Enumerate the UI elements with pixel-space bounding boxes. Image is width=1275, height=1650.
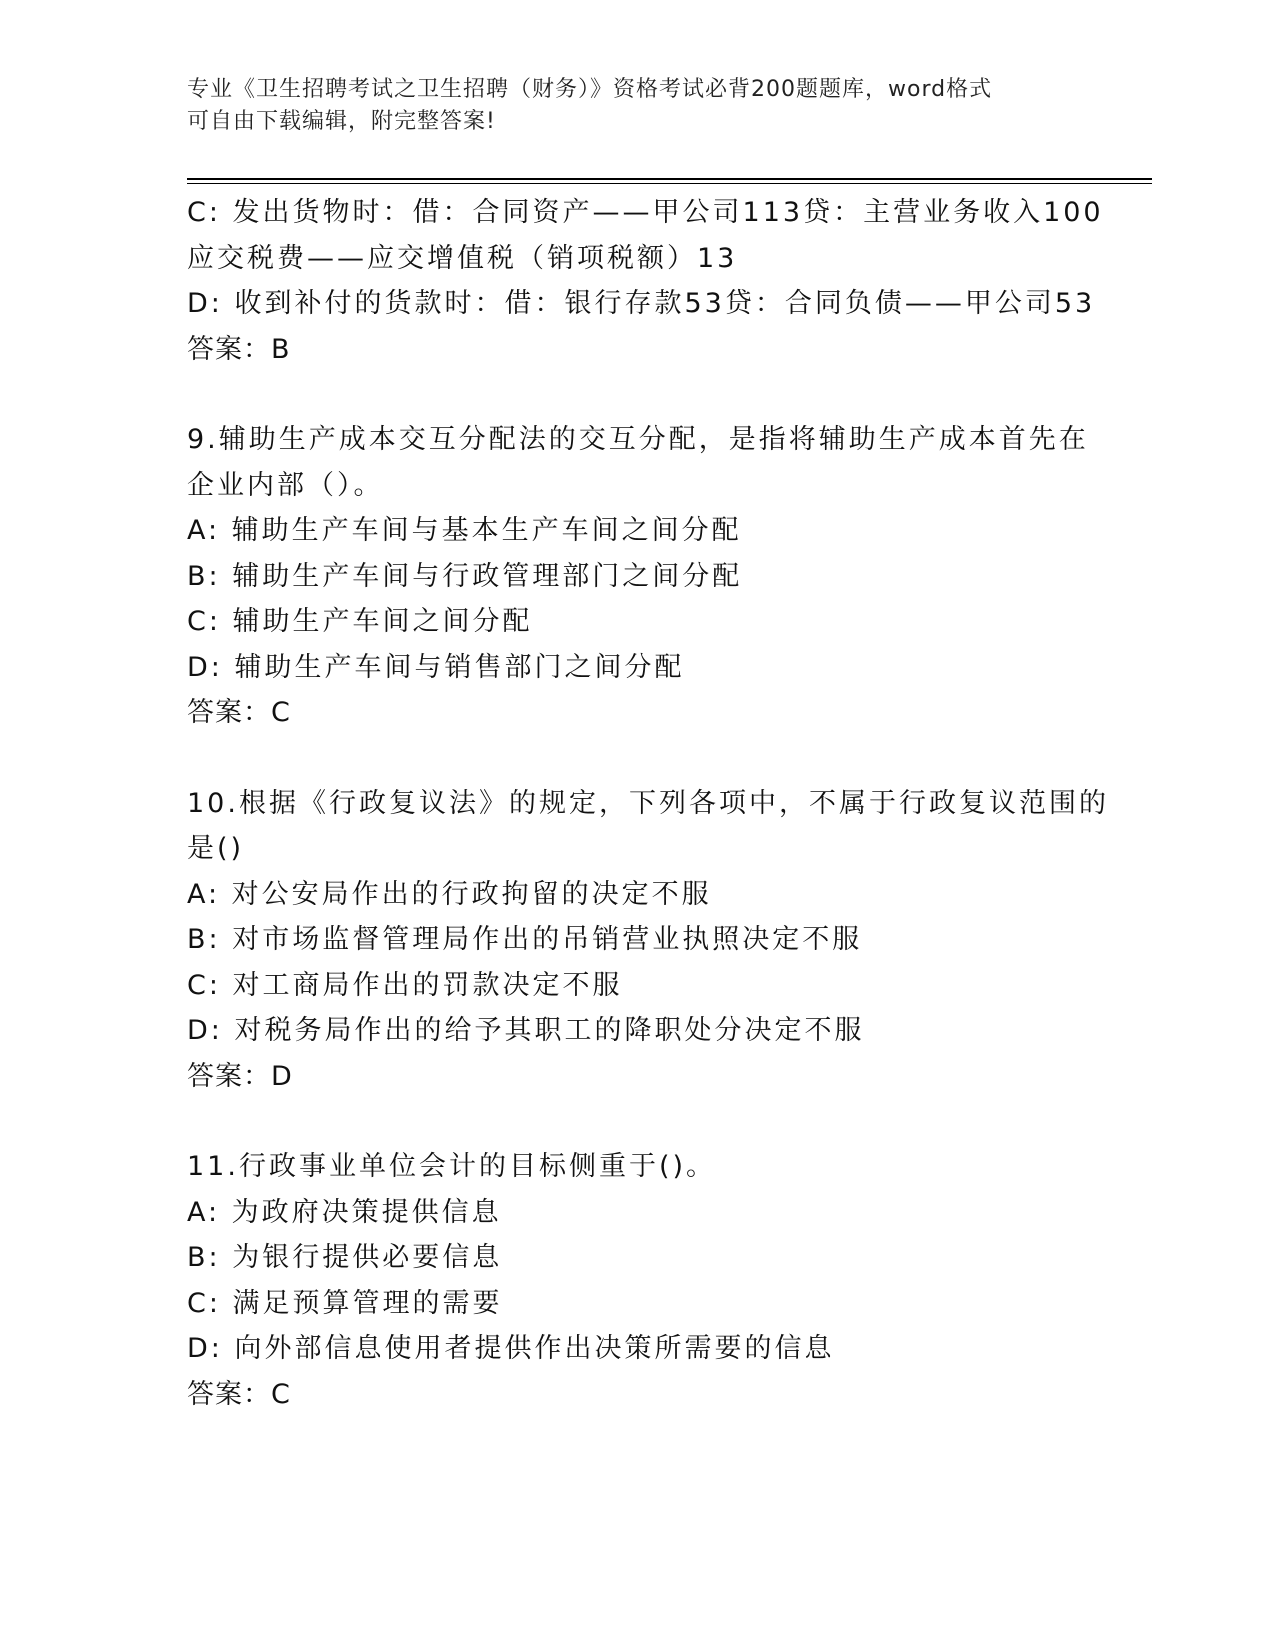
option-b: B: 为银行提供必要信息 bbox=[187, 1242, 503, 1273]
answer: 答案：B bbox=[187, 333, 291, 365]
option-d: D: 对税务局作出的给予其职工的降职处分决定不服 bbox=[187, 1015, 865, 1046]
option-d: D: 辅助生产车间与销售部门之间分配 bbox=[187, 651, 685, 683]
answer: 答案：C bbox=[187, 697, 291, 728]
question-stem-line-1: 10.根据《行政复议法》的规定，下列各项中，不属于行政复议范围的 bbox=[187, 787, 1109, 819]
option-d: D: 收到补付的货款时：借：银行存款53贷：合同负债——甲公司53 bbox=[187, 288, 1096, 319]
option-c-line-2: 应交税费——应交增值税（销项税额）13 bbox=[187, 242, 738, 274]
question-stem-line-1: 11.行政事业单位会计的目标侧重于()。 bbox=[187, 1151, 717, 1182]
header-line-2: 可自由下载编辑，附完整答案! bbox=[187, 109, 496, 134]
answer: 答案：C bbox=[187, 1378, 291, 1410]
question-10 bbox=[187, 781, 1147, 1100]
option-d: D: 向外部信息使用者提供作出决策所需要的信息 bbox=[187, 1333, 835, 1364]
question-11 bbox=[187, 1144, 1147, 1417]
option-b: B: 辅助生产车间与行政管理部门之间分配 bbox=[187, 560, 743, 592]
option-c: C: 对工商局作出的罚款决定不服 bbox=[187, 969, 623, 1001]
question-stem-line-2: 是() bbox=[187, 833, 245, 864]
question-content bbox=[187, 190, 1147, 1417]
question-stem-line-2: 企业内部（）。 bbox=[187, 469, 384, 501]
question-9 bbox=[187, 417, 1147, 736]
spacer bbox=[187, 736, 1147, 781]
option-a: A: 对公安局作出的行政拘留的决定不服 bbox=[187, 878, 712, 910]
header-divider-thick bbox=[187, 178, 1152, 180]
option-c: C: 满足预算管理的需要 bbox=[187, 1287, 503, 1319]
spacer bbox=[187, 1099, 1147, 1144]
answer: 答案：D bbox=[187, 1060, 293, 1092]
document-header bbox=[187, 74, 1087, 138]
carryover-question bbox=[187, 190, 1147, 372]
option-c: C: 辅助生产车间之间分配 bbox=[187, 606, 533, 637]
option-a: A: 为政府决策提供信息 bbox=[187, 1196, 502, 1228]
option-a: A: 辅助生产车间与基本生产车间之间分配 bbox=[187, 515, 742, 546]
option-c-line-1: C: 发出货物时：借：合同资产——甲公司113贷：主营业务收入100 bbox=[187, 197, 1104, 228]
question-stem-line-1: 9.辅助生产成本交互分配法的交互分配，是指将辅助生产成本首先在 bbox=[187, 424, 1089, 455]
spacer bbox=[187, 372, 1147, 417]
header-divider-thin bbox=[187, 183, 1152, 184]
option-b: B: 对市场监督管理局作出的吊销营业执照决定不服 bbox=[187, 924, 863, 955]
header-line-1: 专业《卫生招聘考试之卫生招聘（财务）》资格考试必背200题题库，word格式 bbox=[187, 77, 993, 102]
